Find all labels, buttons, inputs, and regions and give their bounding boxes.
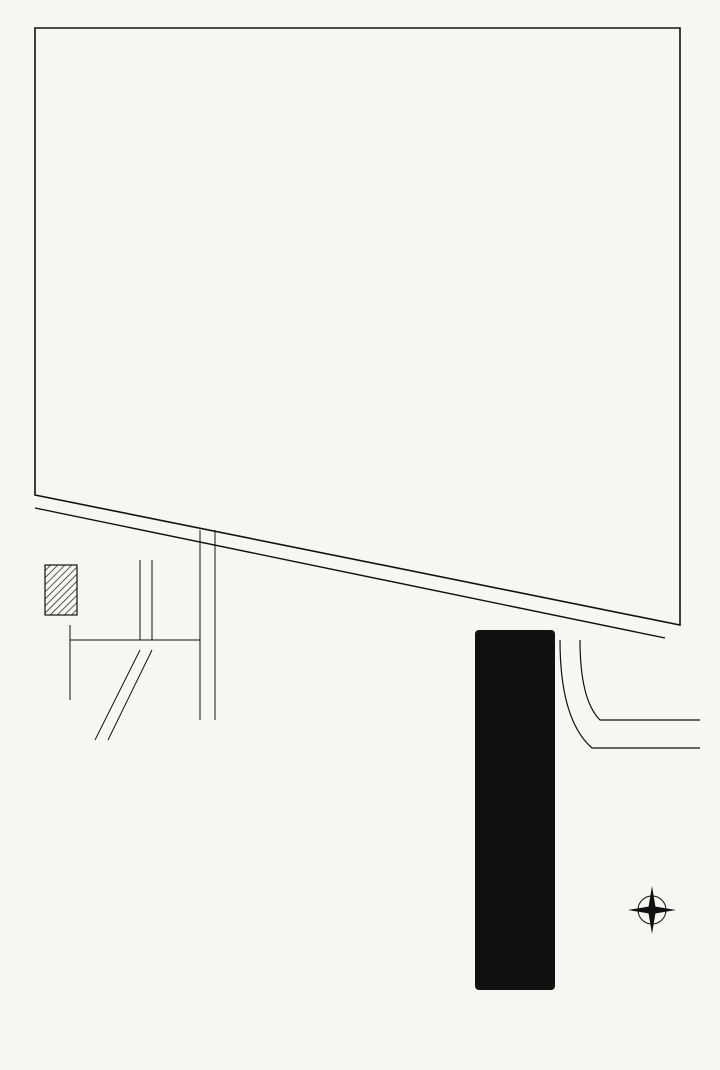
bottom-road-edge <box>35 508 665 638</box>
title-block <box>475 630 555 990</box>
logo-band <box>475 630 555 990</box>
mayaiur-road-edge-a <box>580 640 700 720</box>
compass-icon <box>628 886 676 934</box>
layout-boundary <box>35 28 680 625</box>
key-plan <box>45 530 215 740</box>
site-hatched-area <box>45 565 77 615</box>
key-road-7 <box>95 650 140 740</box>
key-road-8 <box>108 650 152 740</box>
